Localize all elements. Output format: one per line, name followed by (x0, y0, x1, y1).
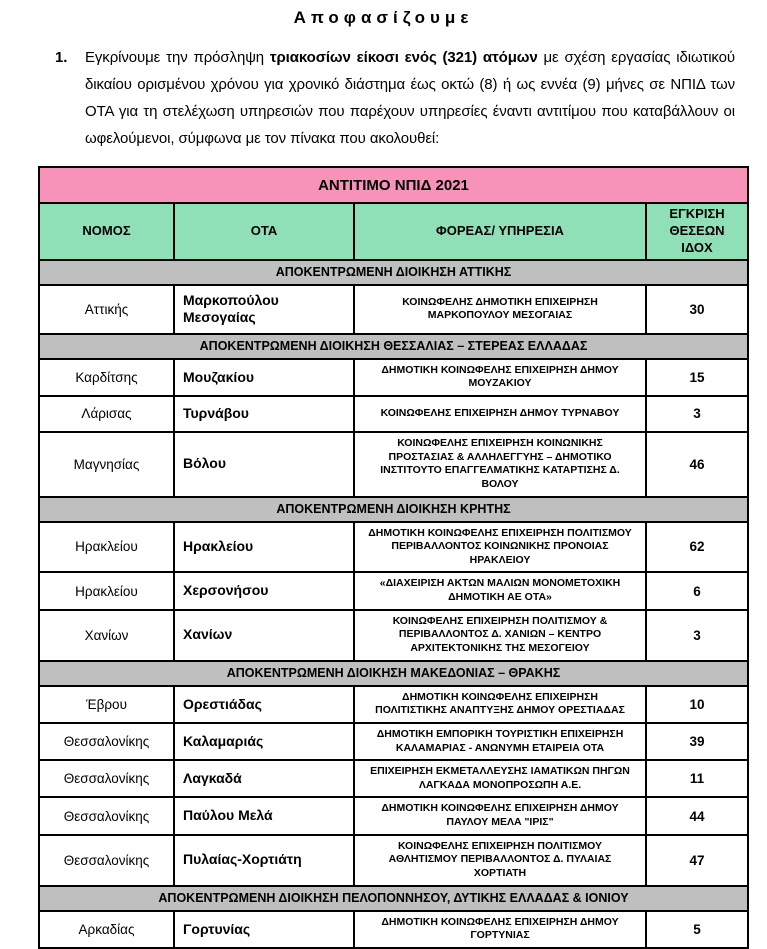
table-row (39, 610, 748, 661)
cell-seats: 39 (646, 723, 748, 760)
table-row (39, 723, 748, 760)
cell-ota: Χανίων (174, 610, 354, 661)
table-row (39, 522, 748, 573)
table-row (39, 686, 748, 723)
section-label: ΑΠΟΚΕΝΤΡΩΜΕΝΗ ΔΙΟΙΚΗΣΗ ΑΤΤΙΚΗΣ (39, 260, 748, 285)
cell-seats: 15 (646, 359, 748, 396)
cell-nomos: Έβρου (39, 686, 174, 723)
cell-ota: Μουζακίου (174, 359, 354, 396)
cell-ota: Τυρνάβου (174, 396, 354, 432)
table-row (39, 911, 748, 948)
section-row (39, 497, 748, 522)
column-header-row (39, 203, 748, 260)
cell-foreas: ΕΠΙΧΕΙΡΗΣΗ ΕΚΜΕΤΑΛΛΕΥΣΗΣ ΙΑΜΑΤΙΚΩΝ ΠΗΓΩΝ ΛΑΓΚΑΔΑ ΜΟΝΟΠΡΟΣΩΠΗ Α.Ε. (354, 760, 646, 797)
cell-nomos: Χανίων (39, 610, 174, 661)
table-row (39, 432, 748, 497)
cell-seats: 3 (646, 396, 748, 432)
cell-nomos: Μαγνησίας (39, 432, 174, 497)
cell-nomos: Ηρακλείου (39, 522, 174, 573)
cell-foreas: ΔΗΜΟΤΙΚΗ ΚΟΙΝΩΦΕΛΗΣ ΕΠΙΧΕΙΡΗΣΗ ΔΗΜΟΥ ΓΟΡΤΥΝΙΑΣ (354, 911, 646, 948)
cell-nomos: Καρδίτσης (39, 359, 174, 396)
cell-ota: Γορτυνίας (174, 911, 354, 948)
cell-nomos: Αττικής (39, 285, 174, 334)
cell-seats: 11 (646, 760, 748, 797)
cell-ota: Χερσονήσου (174, 572, 354, 609)
table-row (39, 835, 748, 886)
page-title: Αποφασίζουμε (293, 8, 474, 27)
cell-seats: 30 (646, 285, 748, 334)
table-row (39, 797, 748, 834)
cell-foreas: ΚΟΙΝΩΦΕΛΗΣ ΕΠΙΧΕΙΡΗΣΗ ΚΟΙΝΩΝΙΚΗΣ ΠΡΟΣΤΑΣΙΑΣ & ΑΛΛΗΛΕΓΓΥΗΣ – ΔΗΜΟΤΙΚΟ ΙΝΣΤΙΤΟΥΤΟ ΕΠΑΓΓΕΛΜΑΤΙΚΗΣ ΚΑΤΑΡΤΙΣΗΣ Δ. ΒΟΛΟΥ (354, 432, 646, 497)
cell-ota: Παύλου Μελά (174, 797, 354, 834)
cell-ota: Πυλαίας-Χορτιάτη (174, 835, 354, 886)
section-row (39, 334, 748, 359)
section-label: ΑΠΟΚΕΝΤΡΩΜΕΝΗ ΔΙΟΙΚΗΣΗ ΜΑΚΕΔΟΝΙΑΣ – ΘΡΑΚΗΣ (39, 661, 748, 686)
cell-ota: Βόλου (174, 432, 354, 497)
section-row (39, 886, 748, 911)
cell-nomos: Αρκαδίας (39, 911, 174, 948)
table-row (39, 396, 748, 432)
cell-seats: 10 (646, 686, 748, 723)
cell-seats: 6 (646, 572, 748, 609)
section-label: ΑΠΟΚΕΝΤΡΩΜΕΝΗ ΔΙΟΙΚΗΣΗ ΠΕΛΟΠΟΝΝΗΣΟΥ, ΔΥΤΙΚΗΣ ΕΛΛΑΔΑΣ & ΙΟΝΙΟΥ (39, 886, 748, 911)
cell-ota: Καλαμαριάς (174, 723, 354, 760)
cell-foreas: ΔΗΜΟΤΙΚΗ ΚΟΙΝΩΦΕΛΗΣ ΕΠΙΧΕΙΡΗΣΗ ΔΗΜΟΥ ΜΟΥΖΑΚΙΟΥ (354, 359, 646, 396)
antitimo-table (38, 166, 749, 949)
cell-foreas: ΔΗΜΟΤΙΚΗ ΚΟΙΝΩΦΕΛΗΣ ΕΠΙΧΕΙΡΗΣΗ ΔΗΜΟΥ ΠΑΥΛΟΥ ΜΕΛΑ "ΙΡΙΣ" (354, 797, 646, 834)
cell-nomos: Θεσσαλονίκης (39, 797, 174, 834)
cell-ota: Μαρκοπούλου Μεσογαίας (174, 285, 354, 334)
cell-foreas: ΚΟΙΝΩΦΕΛΗΣ ΕΠΙΧΕΙΡΗΣΗ ΠΟΛΙΤΙΣΜΟΥ & ΠΕΡΙΒΑΛΛΟΝΤΟΣ Δ. ΧΑΝΙΩΝ – ΚΕΝΤΡΟ ΑΡΧΙΤΕΚΤΟΝΙΚΗΣ ΤΗΣ ΜΕΣΟΓΕΙΟΥ (354, 610, 646, 661)
table-title: ΑΝΤΙΤΙΜΟ ΝΠΙΔ 2021 (39, 167, 748, 203)
column-header-2: ΦΟΡΕΑΣ/ ΥΠΗΡΕΣΙΑ (354, 203, 646, 260)
column-header-0: ΝΟΜΟΣ (39, 203, 174, 260)
paragraph-text-after: με σχέση εργασίας ιδιωτικού δικαίου ορισμένου χρόνου για χρονικό διάστημα έως οκτώ (8) ή ως εννέα (9) μήνες σε ΝΠΙΔ των ΟΤΑ για τη στελέχωση υπηρεσιών που παρέχουν υπηρεσίες έναντι αντιτίμου που καταβάλλουν οι ωφελούμενοι, σύμφωνα με τον πίνακα που ακολουθεί: (85, 49, 735, 147)
paragraph-text-bold: τριακοσίων είκοσι ενός (321) ατόμων (269, 49, 538, 66)
cell-foreas: ΔΗΜΟΤΙΚΗ ΚΟΙΝΩΦΕΛΗΣ ΕΠΙΧΕΙΡΗΣΗ ΠΟΛΙΤΙΣΤΙΚΗΣ ΑΝΑΠΤΥΞΗΣ ΔΗΜΟΥ ΟΡΕΣΤΙΑΔΑΣ (354, 686, 646, 723)
table-title-row (39, 167, 748, 203)
cell-foreas: ΚΟΙΝΩΦΕΛΗΣ ΕΠΙΧΕΙΡΗΣΗ ΔΗΜΟΥ ΤΥΡΝΑΒΟΥ (354, 396, 646, 432)
cell-seats: 62 (646, 522, 748, 573)
cell-seats: 5 (646, 911, 748, 948)
cell-nomos: Θεσσαλονίκης (39, 835, 174, 886)
paragraph-text-before: Εγκρίνουμε την πρόσληψη (85, 49, 270, 66)
table-row (39, 359, 748, 396)
cell-ota: Ορεστιάδας (174, 686, 354, 723)
cell-nomos: Θεσσαλονίκης (39, 723, 174, 760)
cell-nomos: Λάρισας (39, 396, 174, 432)
decision-paragraph (55, 44, 735, 152)
cell-foreas: ΔΗΜΟΤΙΚΗ ΚΟΙΝΩΦΕΛΗΣ ΕΠΙΧΕΙΡΗΣΗ ΠΟΛΙΤΙΣΜΟΥ ΠΕΡΙΒΑΛΛΟΝΤΟΣ ΚΟΙΝΩΝΙΚΗΣ ΠΡΟΝΟΙΑΣ ΗΡΑΚΛΕΙΟΥ (354, 522, 646, 573)
cell-ota: Ηρακλείου (174, 522, 354, 573)
cell-foreas: ΚΟΙΝΩΦΕΛΗΣ ΕΠΙΧΕΙΡΗΣΗ ΠΟΛΙΤΙΣΜΟΥ ΑΘΛΗΤΙΣΜΟΥ ΠΕΡΙΒΑΛΛΟΝΤΟΣ Δ. ΠΥΛΑΙΑΣ ΧΟΡΤΙΑΤΗ (354, 835, 646, 886)
cell-seats: 46 (646, 432, 748, 497)
cell-foreas: «ΔΙΑΧΕΙΡΙΣΗ ΑΚΤΩΝ ΜΑΛΙΩΝ ΜΟΝΟΜΕΤΟΧΙΚΗ ΔΗΜΟΤΙΚΗ ΑΕ ΟΤΑ» (354, 572, 646, 609)
cell-foreas: ΔΗΜΟΤΙΚΗ ΕΜΠΟΡΙΚΗ ΤΟΥΡΙΣΤΙΚΗ ΕΠΙΧΕΙΡΗΣΗ ΚΑΛΑΜΑΡΙΑΣ - ΑΝΩΝΥΜΗ ΕΤΑΙΡΕΙΑ ΟΤΑ (354, 723, 646, 760)
table-row (39, 572, 748, 609)
cell-nomos: Ηρακλείου (39, 572, 174, 609)
section-row (39, 260, 748, 285)
section-label: ΑΠΟΚΕΝΤΡΩΜΕΝΗ ΔΙΟΙΚΗΣΗ ΘΕΣΣΑΛΙΑΣ – ΣΤΕΡΕΑΣ ΕΛΛΑΔΑΣ (39, 334, 748, 359)
cell-nomos: Θεσσαλονίκης (39, 760, 174, 797)
column-header-3: ΕΓΚΡΙΣΗ ΘΕΣΕΩΝ ΙΔΟΧ (646, 203, 748, 260)
table-row (39, 760, 748, 797)
section-row (39, 661, 748, 686)
section-label: ΑΠΟΚΕΝΤΡΩΜΕΝΗ ΔΙΟΙΚΗΣΗ ΚΡΗΤΗΣ (39, 497, 748, 522)
cell-foreas: ΚΟΙΝΩΦΕΛΗΣ ΔΗΜΟΤΙΚΗ ΕΠΙΧΕΙΡΗΣΗ ΜΑΡΚΟΠΟΥΛΟΥ ΜΕΣΟΓΑΙΑΣ (354, 285, 646, 334)
cell-seats: 3 (646, 610, 748, 661)
paragraph-number: 1. (55, 49, 68, 66)
cell-seats: 44 (646, 797, 748, 834)
cell-ota: Λαγκαδά (174, 760, 354, 797)
table-row (39, 285, 748, 334)
cell-seats: 47 (646, 835, 748, 886)
column-header-1: ΟΤΑ (174, 203, 354, 260)
